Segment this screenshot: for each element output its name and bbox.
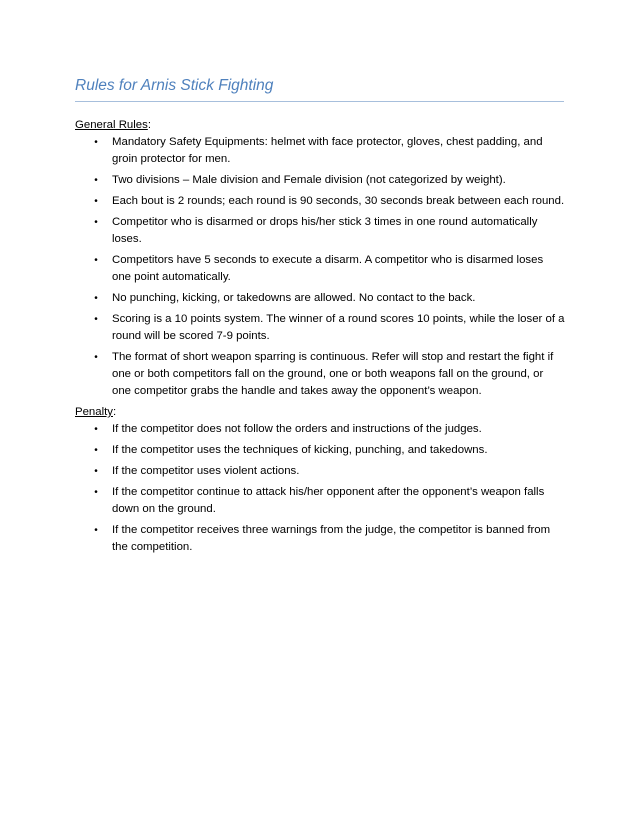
list-item-text: Scoring is a 10 points system. The winner of a round scores 10 points, while the loser of a round will be scored 7-9 points. xyxy=(112,313,565,342)
list-item xyxy=(75,349,565,400)
list-item xyxy=(75,134,565,168)
list-item xyxy=(75,421,565,438)
list-item xyxy=(75,252,565,286)
section-heading xyxy=(75,117,565,134)
list-item xyxy=(75,193,565,210)
list-item xyxy=(75,172,565,189)
bullet-icon: • xyxy=(94,137,98,148)
section-heading-colon: : xyxy=(147,119,151,131)
section-heading-label: Penalty xyxy=(75,406,113,418)
general-rules-list xyxy=(75,134,565,400)
list-item-text: The format of short weapon sparring is continuous. Refer will stop and restart the fight if one or both competitors fall on the ground, one or both weapons fall on the ground, or one competitor grabs the handle and takes away the opponent’s weapon. xyxy=(112,351,554,397)
bullet-icon: • xyxy=(94,175,98,186)
bullet-icon: • xyxy=(94,217,98,228)
document-title: Rules for Arnis Stick Fighting xyxy=(75,77,274,94)
list-item-text: Each bout is 2 rounds; each round is 90 seconds, 30 seconds break between each round. xyxy=(112,195,565,207)
list-item-text: Two divisions – Male division and Female division (not categorized by weight). xyxy=(112,174,506,186)
bullet-icon: • xyxy=(94,487,98,498)
list-item-text: Competitor who is disarmed or drops his/her stick 3 times in one round automatically loses. xyxy=(112,216,538,245)
document-body xyxy=(75,117,565,560)
section-heading-label: General Rules xyxy=(75,119,148,131)
list-item xyxy=(75,463,565,480)
list-item-text: If the competitor uses the techniques of kicking, punching, and takedowns. xyxy=(112,444,488,456)
bullet-icon: • xyxy=(94,196,98,207)
penalty-list xyxy=(75,421,565,556)
list-item-text: No punching, kicking, or takedowns are allowed. No contact to the back. xyxy=(112,292,476,304)
section-general-rules xyxy=(75,117,565,400)
list-item-text: If the competitor receives three warnings from the judge, the competitor is banned from the competition. xyxy=(112,524,551,553)
list-item xyxy=(75,484,565,518)
bullet-icon: • xyxy=(94,525,98,536)
list-item-text: If the competitor uses violent actions. xyxy=(112,465,300,477)
bullet-icon: • xyxy=(94,293,98,304)
list-item-text: Competitors have 5 seconds to execute a disarm. A competitor who is disarmed loses one point automatically. xyxy=(112,254,544,283)
list-item xyxy=(75,311,565,345)
bullet-icon: • xyxy=(94,445,98,456)
bullet-icon: • xyxy=(94,352,98,363)
title-underline-rule xyxy=(75,101,564,102)
list-item xyxy=(75,442,565,459)
section-heading-colon: : xyxy=(113,406,117,418)
list-item-text: Mandatory Safety Equipments: helmet with face protector, gloves, chest padding, and groin protector for men. xyxy=(112,136,543,165)
bullet-icon: • xyxy=(94,466,98,477)
bullet-icon: • xyxy=(94,424,98,435)
section-penalty xyxy=(75,404,565,556)
list-item xyxy=(75,522,565,556)
list-item-text: If the competitor does not follow the orders and instructions of the judges. xyxy=(112,423,482,435)
bullet-icon: • xyxy=(94,314,98,325)
list-item xyxy=(75,214,565,248)
section-heading xyxy=(75,404,565,421)
bullet-icon: • xyxy=(94,255,98,266)
list-item xyxy=(75,290,565,307)
list-item-text: If the competitor continue to attack his/her opponent after the opponent’s weapon falls down on the ground. xyxy=(112,486,545,515)
